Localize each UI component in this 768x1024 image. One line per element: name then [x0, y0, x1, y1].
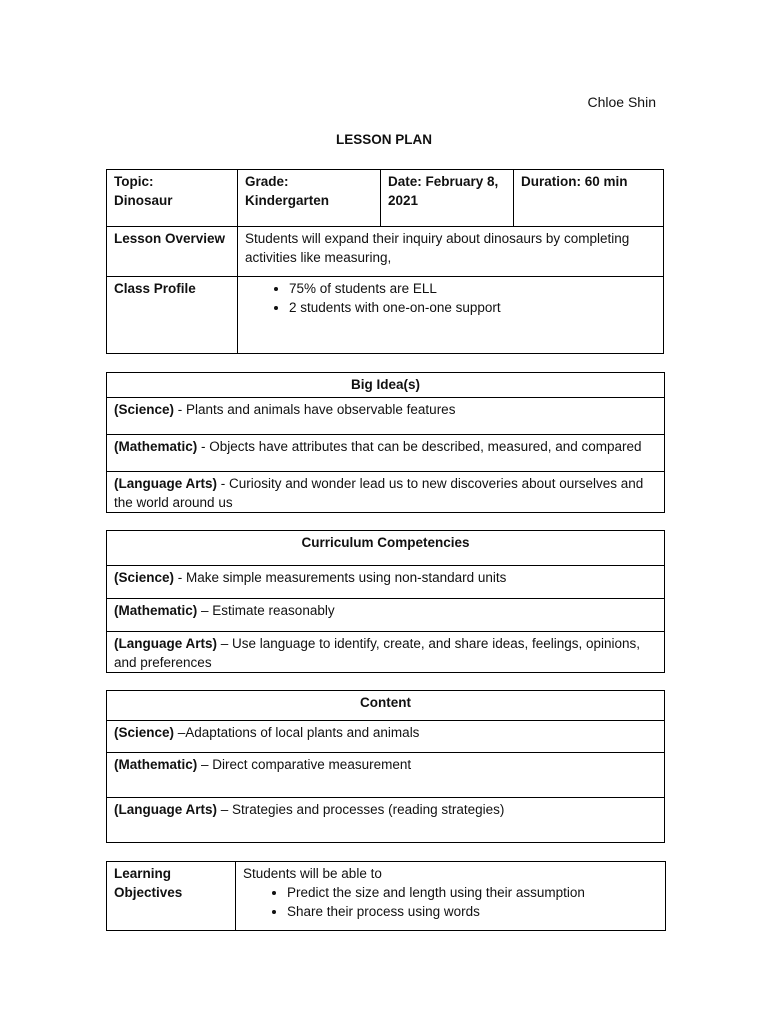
- subject-label: (Mathematic): [114, 603, 198, 618]
- competencies-header: Curriculum Competencies: [107, 531, 665, 566]
- content-row-language: [107, 798, 665, 843]
- big-ideas-table: [106, 372, 665, 513]
- duration-cell: Duration: 60 min: [514, 170, 664, 227]
- big-idea-row-math: [107, 435, 665, 472]
- objective-item: • Share their process using words: [287, 902, 658, 921]
- competencies-table: [106, 530, 665, 673]
- row-text: – Estimate reasonably: [197, 603, 335, 618]
- row-text: – Direct comparative measurement: [197, 757, 412, 772]
- subject-label: (Mathematic): [114, 439, 198, 454]
- class-profile-item: • 75% of students are ELL: [289, 279, 656, 298]
- content-row-math: [107, 753, 665, 798]
- competency-row-math: [107, 599, 665, 632]
- content-header: Content: [107, 691, 665, 721]
- topic-value: Dinosaur: [114, 193, 173, 208]
- objectives-label: Learning Objectives: [107, 862, 236, 931]
- class-profile-cell: [238, 277, 664, 354]
- subject-label: (Language Arts): [114, 802, 218, 817]
- row-text: – Strategies and processes (reading strategies): [217, 802, 505, 817]
- content-row-science: [107, 721, 665, 753]
- subject-label: (Science): [114, 402, 175, 417]
- row-text: - Plants and animals have observable features: [174, 402, 456, 417]
- topic-cell: [107, 170, 238, 227]
- overview-label: Lesson Overview: [107, 227, 238, 277]
- row-text: - Curiosity and wonder lead us to new discoveries about ourselves and the world around us: [114, 476, 644, 510]
- class-profile-item: • 2 students with one-on-one support: [289, 298, 656, 317]
- grade-cell: Grade: Kindergarten: [238, 170, 381, 227]
- content-table: [106, 690, 665, 843]
- objective-item: • Predict the size and length using their assumption: [287, 883, 658, 902]
- subject-label: (Mathematic): [114, 757, 198, 772]
- row-text: - Make simple measurements using non-standard units: [174, 570, 507, 585]
- competency-row-science: [107, 566, 665, 599]
- overview-text: Students will expand their inquiry about dinosaurs by completing activities like measuring,: [238, 227, 664, 277]
- class-profile-list: [245, 279, 656, 317]
- topic-label: Topic:: [114, 174, 154, 189]
- objectives-intro: Students will be able to: [243, 866, 382, 881]
- subject-label: (Science): [114, 570, 175, 585]
- class-profile-label: Class Profile: [107, 277, 238, 354]
- author-name: Chloe Shin: [587, 94, 656, 110]
- subject-label: (Language Arts): [114, 636, 218, 651]
- competency-row-language: [107, 632, 665, 673]
- subject-label: (Science): [114, 725, 175, 740]
- row-text: – Use language to identify, create, and share ideas, feelings, opinions, and preferences: [114, 636, 641, 670]
- objectives-cell: [236, 862, 666, 931]
- big-idea-row-language: [107, 472, 665, 513]
- big-ideas-header: Big Idea(s): [107, 373, 665, 398]
- lesson-info-table: [106, 169, 664, 354]
- objectives-list: [243, 883, 658, 921]
- document-title: LESSON PLAN: [335, 132, 432, 147]
- row-text: –Adaptations of local plants and animals: [174, 725, 420, 740]
- date-cell: Date: February 8, 2021: [381, 170, 514, 227]
- objectives-table: [106, 861, 666, 931]
- row-text: - Objects have attributes that can be described, measured, and compared: [197, 439, 642, 454]
- big-idea-row-science: [107, 398, 665, 435]
- subject-label: (Language Arts): [114, 476, 218, 491]
